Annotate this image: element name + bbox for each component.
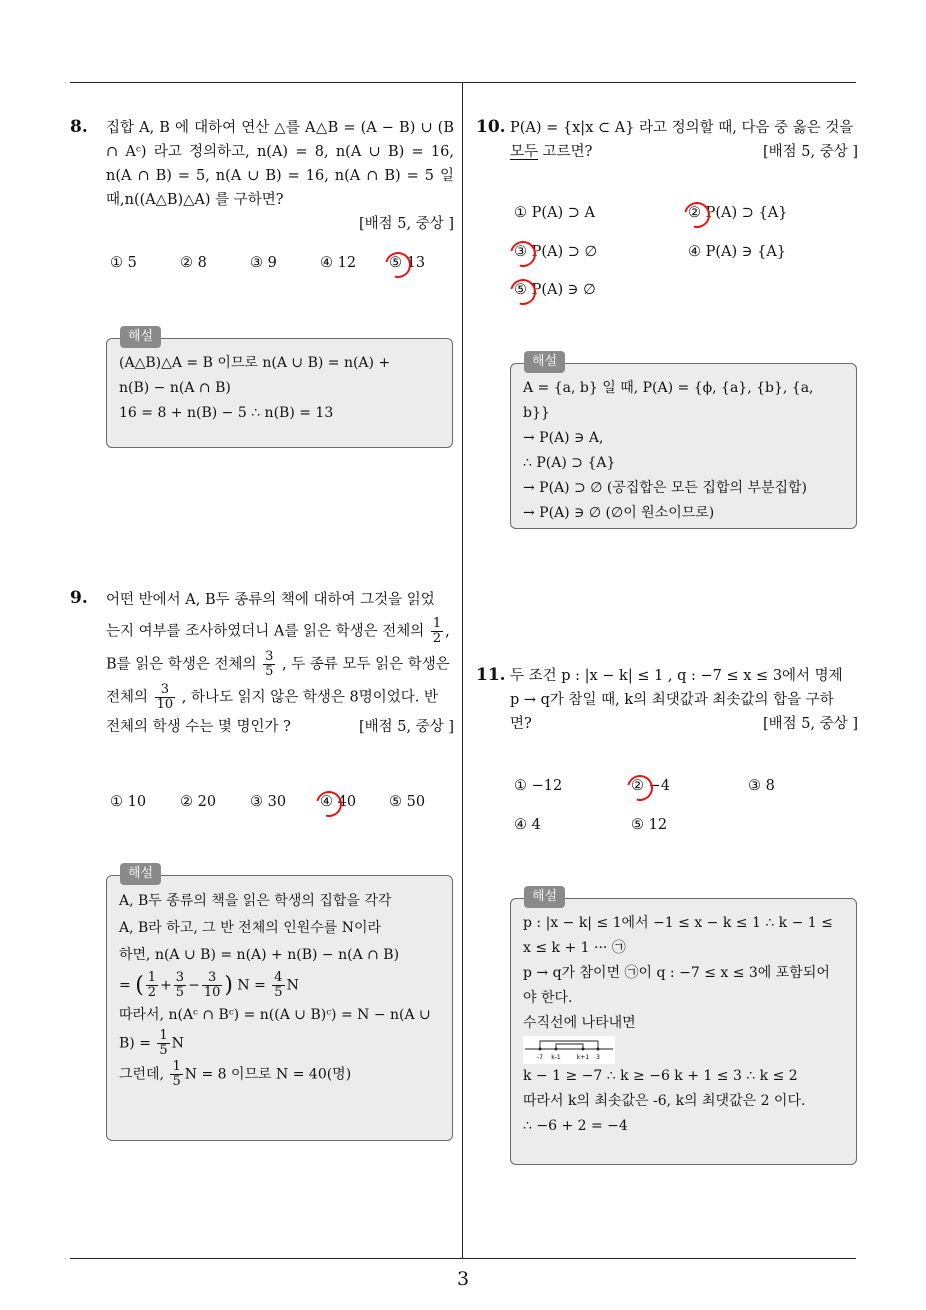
question-9	[106, 587, 454, 741]
q10-line-2-rest: 고르면?	[542, 144, 593, 160]
number-line-label: k-1	[551, 1054, 561, 1061]
q9-sol-frac-den: 5	[274, 985, 283, 1000]
q9-sol-line-5: 따라서, n(Aᶜ ∩ Bᶜ) = n((A ∪ B)ᶜ) = N − n(A ∪	[119, 1007, 431, 1023]
q9-sol-frac	[174, 971, 186, 1000]
q9-line-5: 전체의 학생 수는 몇 명인가 ?	[106, 719, 291, 735]
q10-solution-line: ∴ P(A) ⊃ {A}	[523, 455, 616, 471]
q9-choice-3[interactable]: ③ 30	[250, 794, 287, 810]
q10-answer-mark-2	[679, 197, 715, 233]
q9-line-3b: , 두 종류 모두 읽은 학생은	[282, 656, 450, 673]
q10-solution-line: → P(A) ∋ A,	[523, 430, 604, 446]
q9-line-2: 는지 여부를 조사하였더니 A를 읽은 학생은 전체의	[106, 623, 425, 640]
point-dot	[539, 1048, 542, 1051]
question-11-score: [배점 5, 중상 ]	[762, 716, 858, 732]
q10-line-2	[510, 140, 858, 164]
q9-frac1-den: 2	[432, 631, 442, 646]
q9-sol-line-1: A, B두 종류의 책을 읽은 학생의 집합을 각각	[119, 893, 392, 909]
q9-line-3-wrap	[106, 650, 454, 679]
q9-sol-line-4	[119, 971, 440, 1000]
q9-line-1: 어떤 반에서 A, B두 종류의 책에 대하여 그것을 읽었	[106, 592, 435, 608]
bottom-rule	[70, 1258, 856, 1259]
q9-sol-paren-close: )	[224, 973, 233, 998]
q9-sol-frac-num: 1	[147, 970, 157, 985]
q9-line-4-wrap	[106, 683, 454, 712]
q9-sol-line-6	[119, 1029, 440, 1058]
q10-choice-3[interactable]: ③ P(A) ⊃ ∅	[514, 244, 598, 260]
number-line-svg	[523, 1036, 615, 1064]
q8-choice-2[interactable]: ② 8	[180, 255, 207, 271]
q10-solution-line: → P(A) ∋ ∅ (∅이 원소이므로)	[523, 505, 715, 521]
question-10-score: [배점 5, 중상 ]	[762, 144, 858, 160]
q10-choice-1[interactable]: ① P(A) ⊃ A	[514, 205, 595, 221]
q11-solution-line: 야 한다.	[523, 990, 573, 1006]
question-8	[106, 116, 454, 236]
q9-line-2-wrap: 는지 여부를 조사하였더니 A를 읽은 학생은 전체의 $\frac{1}{2}$ ,	[106, 616, 450, 646]
q11-line-2: p → q가 참일 때, k의 최댓값과 최솟값의 합을 구하	[510, 692, 834, 708]
q8-choice-3[interactable]: ③ 9	[250, 255, 277, 271]
q8-solution-box	[106, 338, 453, 448]
q11-choice-3[interactable]: ③ 8	[748, 778, 775, 794]
q9-sol-eq: =	[119, 977, 131, 994]
question-10-number: 10.	[476, 117, 506, 137]
q9-fraction-2	[263, 650, 275, 679]
q9-sol-line-2: A, B라 하고, 그 반 전체의 인원수를 N이라	[119, 920, 382, 936]
q8-answer-mark	[380, 247, 416, 283]
q9-frac2-den: 5	[265, 664, 274, 679]
question-9-score: [배점 5, 중상 ]	[358, 719, 454, 735]
q9-frac3-den: 10	[156, 697, 174, 712]
q8-choice-5[interactable]: ⑤ 13	[389, 255, 426, 271]
question-10	[510, 116, 858, 164]
number-line-label: k+1	[576, 1054, 590, 1061]
q8-solution-tag: 해설	[120, 326, 161, 348]
q9-choice-5[interactable]: ⑤ 50	[389, 794, 426, 810]
q11-line-3	[510, 712, 858, 736]
question-9-number: 9.	[70, 588, 88, 608]
q10-choice-2[interactable]: ② P(A) ⊃ {A}	[688, 205, 788, 221]
q9-sol-line-7a: 그런데,	[119, 1066, 165, 1083]
q9-frac1-num: 1	[432, 616, 442, 631]
q10-solution-line: → P(A) ⊃ ∅ (공집합은 모든 집합의 부분집합)	[523, 480, 807, 496]
number-line-figure	[523, 1036, 844, 1064]
q9-sol-line-7	[119, 1060, 440, 1089]
q9-sol-frac	[202, 971, 223, 1000]
q11-solution-line: p → q가 참이면 ㉠이 q : −7 ≤ x ≤ 3에 포함되어	[523, 965, 830, 981]
q11-solution-line: ∴ −6 + 2 = −4	[523, 1118, 628, 1134]
q9-frac3-num: 3	[155, 683, 176, 698]
q10-choice-4[interactable]: ④ P(A) ∋ {A}	[688, 244, 787, 260]
q9-sol-frac	[272, 971, 284, 1000]
q9-sol-frac-b-den: 5	[172, 1074, 181, 1089]
number-line-label: 3	[596, 1054, 600, 1061]
q11-choice-4[interactable]: ④ 4	[514, 817, 541, 833]
point-dot	[597, 1048, 600, 1051]
q9-choice-4[interactable]: ④ 40	[320, 794, 357, 810]
q11-line-1: 두 조건 p : |x − k| ≤ 1 , q : −7 ≤ x ≤ 3에서 명제	[510, 668, 843, 684]
q9-line-4b: , 하나도 읽지 않은 학생은 8명이었다. 반	[181, 689, 438, 706]
q9-sol-frac-den: 5	[175, 985, 185, 1000]
q9-sol-frac-a-num: 1	[159, 1028, 168, 1043]
point-dot	[582, 1048, 585, 1051]
q10-solution-line: A = {a, b} 일 때, P(A) = {ϕ, {a}, {b}, {a, b}}	[523, 380, 814, 421]
q11-solution-tag: 해설	[524, 886, 565, 908]
q11-choice-5[interactable]: ⑤ 12	[631, 817, 668, 833]
q11-answer-mark	[622, 770, 658, 806]
q9-sol-frac	[146, 971, 158, 1000]
column-divider	[462, 82, 463, 1258]
question-8-score: [배점 5, 중상 ]	[358, 216, 454, 232]
q10-choice-5[interactable]: ⑤ P(A) ∋ ∅	[514, 282, 596, 298]
q9-sol-plus: +	[160, 977, 172, 994]
q9-line-3a: B를 읽은 학생은 전체의	[106, 656, 257, 673]
question-11-number: 11.	[476, 665, 506, 685]
q9-frac2-num: 3	[265, 649, 274, 664]
q9-sol-frac-b-num: 1	[172, 1059, 181, 1074]
q8-solution-line: n(B) − n(A ∩ B)	[119, 380, 231, 396]
q9-sol-frac-a-den: 5	[159, 1043, 168, 1058]
q9-choice-1[interactable]: ① 10	[110, 794, 147, 810]
q11-choice-1[interactable]: ① −12	[514, 778, 563, 794]
q9-fraction-1	[431, 617, 443, 646]
q9-sol-line-7b: N = 8 이므로 N = 40(명)	[184, 1066, 352, 1083]
q9-sol-frac-den: 2	[147, 985, 157, 1000]
q9-fraction-3	[155, 683, 176, 712]
q9-sol-line-6a: B) =	[119, 1035, 151, 1052]
q9-line-4a: 전체의	[106, 689, 149, 706]
q9-sol-frac-num: 4	[274, 970, 283, 985]
q11-solution-line: 따라서 k의 최솟값은 -6, k의 최댓값은 2 이다.	[523, 1093, 806, 1109]
q9-solution-tag: 해설	[120, 863, 161, 885]
q11-solution-line: p : |x − k| ≤ 1에서 −1 ≤ x − k ≤ 1 ∴ k − 1 ≤	[523, 915, 833, 931]
q9-sol-line-6b: N	[171, 1035, 184, 1052]
q10-answer-mark-5	[505, 274, 541, 310]
q9-sol-frac-a	[157, 1029, 169, 1058]
q9-sol-frac-b	[170, 1060, 182, 1089]
page-number: 3	[456, 1268, 470, 1290]
q9-sol-frac-num: 3	[175, 970, 185, 985]
q9-sol-N: N	[286, 977, 299, 994]
q11-solution-line: 수직선에 나타내면	[523, 1015, 636, 1031]
q9-sol-line-3: 하면, n(A ∪ B) = n(A) + n(B) − n(A ∩ B)	[119, 947, 400, 963]
question-8-text: 집합 A, B 에 대하여 연산 △를 A△B = (A − B) ∪ (B ∩ Aᶜ) 라고 정의하고, n(A) = 8, n(A ∪ B) = 16, n(A ∩ B) = 5, n(A ∪ B) = 16, n(A ∩ B) = 5 일 때,n((A△B)△A) 를 구하면?	[106, 120, 454, 208]
number-line-label: -7	[537, 1054, 543, 1061]
q9-sol-paren-open: (	[135, 973, 144, 998]
q9-choice-2[interactable]: ② 20	[180, 794, 217, 810]
q9-sol-minus: −	[188, 977, 200, 994]
q8-choice-1[interactable]: ① 5	[110, 255, 137, 271]
q9-line-5-wrap	[106, 714, 454, 741]
q10-solution-box	[510, 363, 857, 529]
q11-solution-line: k − 1 ≥ −7 ∴ k ≥ −6 k + 1 ≤ 3 ∴ k ≤ 2	[523, 1068, 798, 1084]
q11-choice-2[interactable]: ② −4	[631, 778, 670, 794]
q8-solution-line: (A△B)△A = B 이므로 n(A ∪ B) = n(A) +	[119, 355, 391, 371]
q9-sol-frac-den: 10	[203, 985, 221, 1000]
q9-answer-mark	[311, 786, 347, 822]
q10-answer-mark-3	[505, 236, 541, 272]
q9-sol-tail: N =	[237, 977, 266, 994]
q10-solution-tag: 해설	[524, 351, 565, 373]
q10-underlined-word: 모두	[510, 144, 539, 160]
q9-solution-box	[106, 875, 453, 1141]
q10-line-1: P(A) = {x|x ⊂ A} 라고 정의할 때, 다음 중 옳은 것을	[510, 120, 854, 136]
q11-solution-line: x ≤ k + 1 ··· ㉠	[523, 940, 626, 956]
point-dot	[555, 1048, 558, 1051]
q11-solution-box	[510, 898, 857, 1165]
q8-solution-line: 16 = 8 + n(B) − 5 ∴ n(B) = 13	[119, 405, 334, 421]
q9-sol-frac-num: 3	[202, 971, 223, 986]
top-rule	[70, 82, 856, 83]
question-8-number: 8.	[70, 117, 88, 137]
q11-line-3-text: 면?	[510, 716, 532, 732]
q8-choice-4[interactable]: ④ 12	[320, 255, 357, 271]
question-11	[510, 664, 858, 736]
